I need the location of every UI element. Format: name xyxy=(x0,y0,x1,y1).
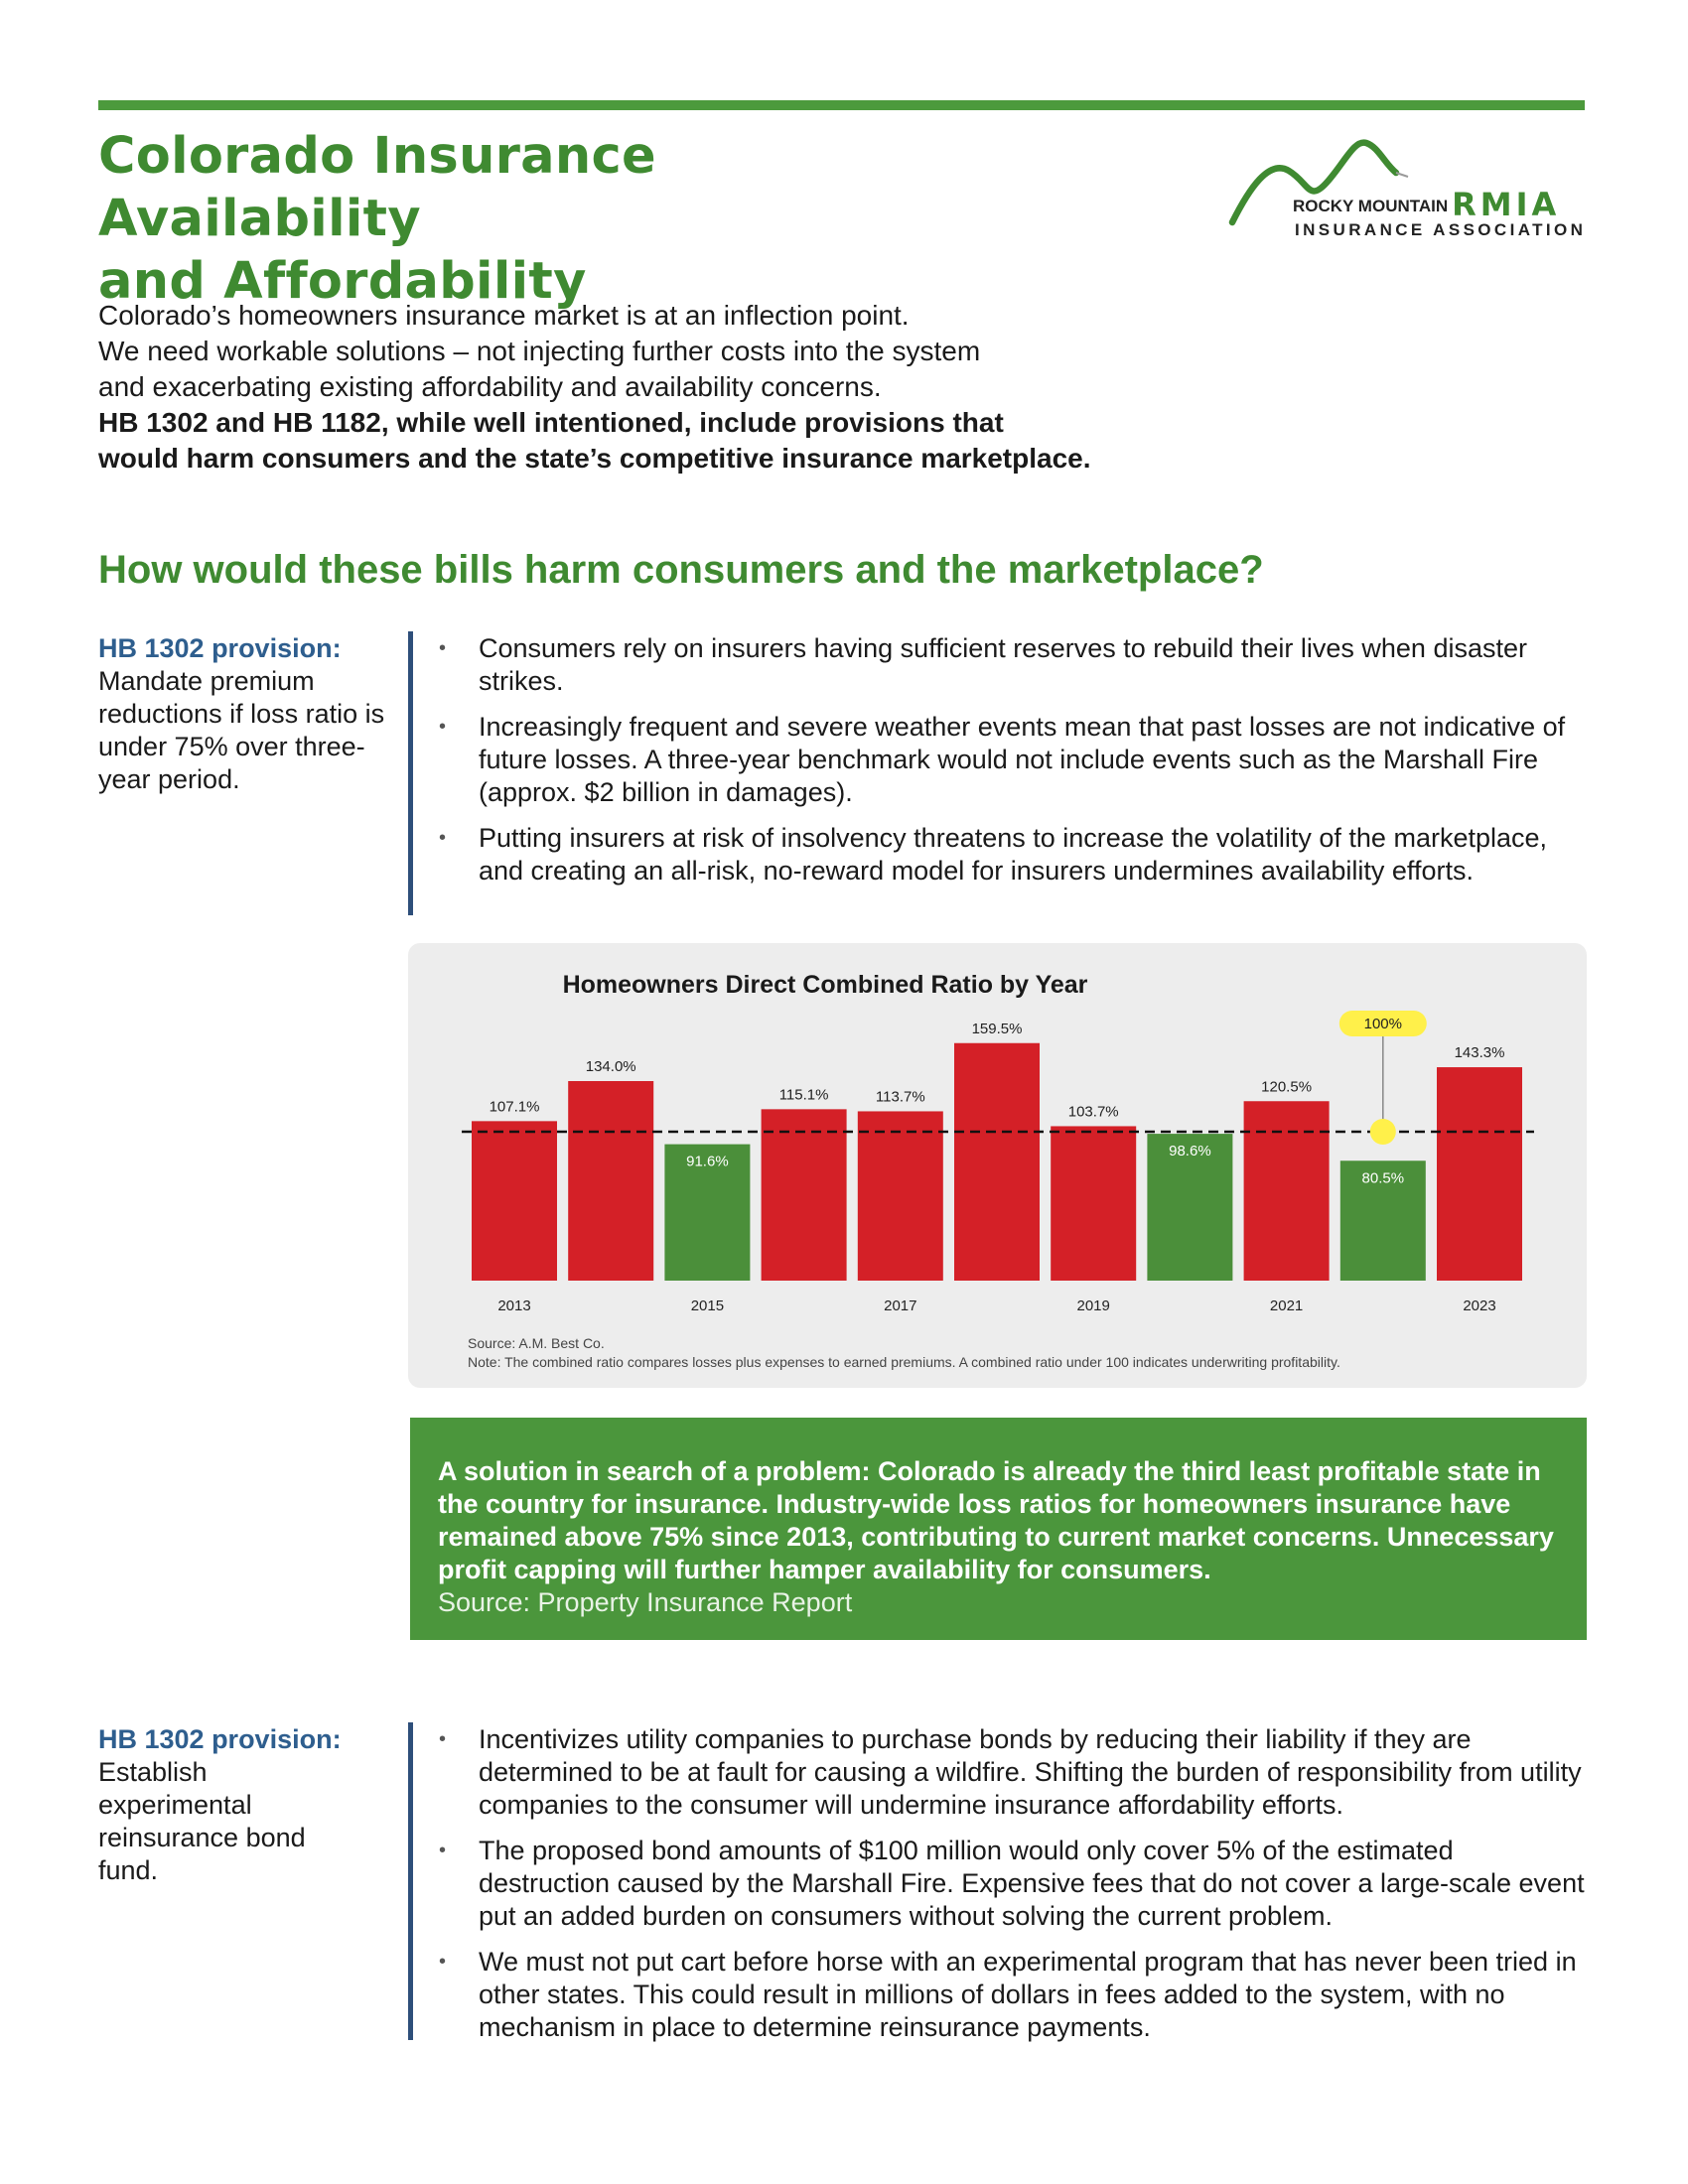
reference-marker-label: 100% xyxy=(1363,1016,1402,1032)
logo-name: ROCKY MOUNTAIN xyxy=(1293,197,1449,215)
intro-line: We need workable solutions – not injecting further costs into the system xyxy=(98,336,981,366)
page-title xyxy=(98,125,992,313)
section-heading: How would these bills harm consumers and the marketplace? xyxy=(98,548,1264,592)
provision-divider xyxy=(408,631,413,915)
chart-bar xyxy=(1437,1067,1522,1281)
title-line-2: and Affordability xyxy=(98,252,587,311)
chart-bar xyxy=(1244,1101,1330,1281)
intro-paragraph xyxy=(98,298,1290,477)
provision-text: Mandate premium reductions if loss ratio is under 75% over three-year period. xyxy=(98,666,385,794)
bar-value-label: 107.1% xyxy=(489,1098,540,1116)
chart-source: Source: A.M. Best Co. xyxy=(468,1335,605,1351)
bullet-item: • Incentivizes utility companies to purchase bonds by reducing their liability if they are determined to be at fault for causing a wildfire. Shifting the burden of responsibility from utility companies to the consumer will undermine insurance affordability efforts. xyxy=(437,1723,1589,1822)
callout-box xyxy=(410,1418,1587,1640)
provision-label: HB 1302 provision: xyxy=(98,1724,342,1754)
provision-divider xyxy=(408,1722,413,2040)
top-rule xyxy=(98,100,1585,110)
bar-value-label: 91.6% xyxy=(686,1153,729,1170)
chart-card xyxy=(408,943,1587,1388)
provision-1 xyxy=(98,632,386,796)
x-tick-label: 2017 xyxy=(884,1297,917,1314)
logo-tagline: INSURANCE ASSOCIATION xyxy=(1295,220,1587,239)
provision-2 xyxy=(98,1723,366,1887)
chart-title: Homeowners Direct Combined Ratio by Year xyxy=(562,971,1088,999)
intro-bold-line: HB 1302 and HB 1182, while well intentioned, include provisions that xyxy=(98,407,1004,438)
bar-value-label: 120.5% xyxy=(1261,1078,1313,1096)
logo-acronym: RMIA xyxy=(1452,186,1561,223)
chart-bar xyxy=(568,1081,653,1281)
bullet-item: • Putting insurers at risk of insolvency threatens to increase the volatility of the marketplace, and creating an all-risk, no-reward model for insurers undermines availability efforts. xyxy=(437,822,1589,887)
bar-value-label: 143.3% xyxy=(1454,1044,1505,1062)
provision-label: HB 1302 provision: xyxy=(98,633,342,663)
title-line-1: Colorado Insurance Availability xyxy=(98,127,656,248)
provision-1-bullets xyxy=(437,632,1589,900)
combined-ratio-chart xyxy=(408,943,1587,1388)
intro-line: and exacerbating existing affordability and availability concerns. xyxy=(98,371,882,402)
bar-value-label: 113.7% xyxy=(875,1088,925,1106)
bullet-item: • Increasingly frequent and severe weather events mean that past losses are not indicative of future losses. A three-year benchmark would not include events such as the Marshall Fire (approx. $2 billion in damages). xyxy=(437,711,1589,809)
reference-marker-dot xyxy=(1370,1119,1396,1145)
bar-value-label: 159.5% xyxy=(971,1020,1023,1037)
bar-value-label: 103.7% xyxy=(1067,1103,1119,1121)
chart-bar xyxy=(1051,1126,1136,1281)
chart-note: Note: The combined ratio compares losses plus expenses to earned premiums. A combined ratio under 100 indicates underwriting profitability. xyxy=(468,1354,1340,1370)
provision-2-bullets xyxy=(437,1723,1589,2057)
provision-text: Establish experimental reinsurance bond fund. xyxy=(98,1757,306,1885)
intro-bold-line: would harm consumers and the state’s competitive insurance marketplace. xyxy=(98,443,1091,474)
bullet-item: • We must not put cart before horse with an experimental program that has never been tried in other states. This could result in millions of dollars in fees added to the system, with no mechanism in place to determine reinsurance payments. xyxy=(437,1946,1589,2044)
callout-text: A solution in search of a problem: Colorado is already the third least profitable state in the country for insurance. Industry-wide loss ratios for homeowners insurance have remained above 75% since 2013, contributing to current market concerns. Unnecessary profit capping will further hamper availability for consumers. xyxy=(438,1456,1554,1584)
chart-bar xyxy=(858,1111,943,1281)
bullet-item: • Consumers rely on insurers having sufficient reserves to rebuild their lives when disaster strikes. xyxy=(437,632,1589,698)
x-tick-label: 2023 xyxy=(1463,1297,1496,1314)
intro-line: Colorado’s homeowners insurance market is at an inflection point. xyxy=(98,300,910,331)
rmia-logo xyxy=(1227,131,1595,250)
x-tick-label: 2013 xyxy=(497,1297,531,1314)
bar-value-label: 98.6% xyxy=(1169,1143,1211,1160)
bar-value-label: 115.1% xyxy=(778,1086,829,1104)
x-tick-label: 2021 xyxy=(1269,1297,1304,1314)
x-tick-label: 2015 xyxy=(690,1297,725,1314)
bullet-item: • The proposed bond amounts of $100 million would only cover 5% of the estimated destruction caused by the Marshall Fire. Expensive fees that do not cover a large-scale event put an added burden on consumers without solving the current problem. xyxy=(437,1835,1589,1933)
callout-source: Source: Property Insurance Report xyxy=(438,1587,853,1617)
bar-value-label: 134.0% xyxy=(585,1058,636,1075)
bar-value-label: 80.5% xyxy=(1361,1169,1405,1187)
chart-bar xyxy=(472,1121,557,1281)
chart-bar xyxy=(762,1109,847,1281)
chart-bar xyxy=(954,1043,1040,1281)
x-tick-label: 2019 xyxy=(1076,1297,1110,1314)
